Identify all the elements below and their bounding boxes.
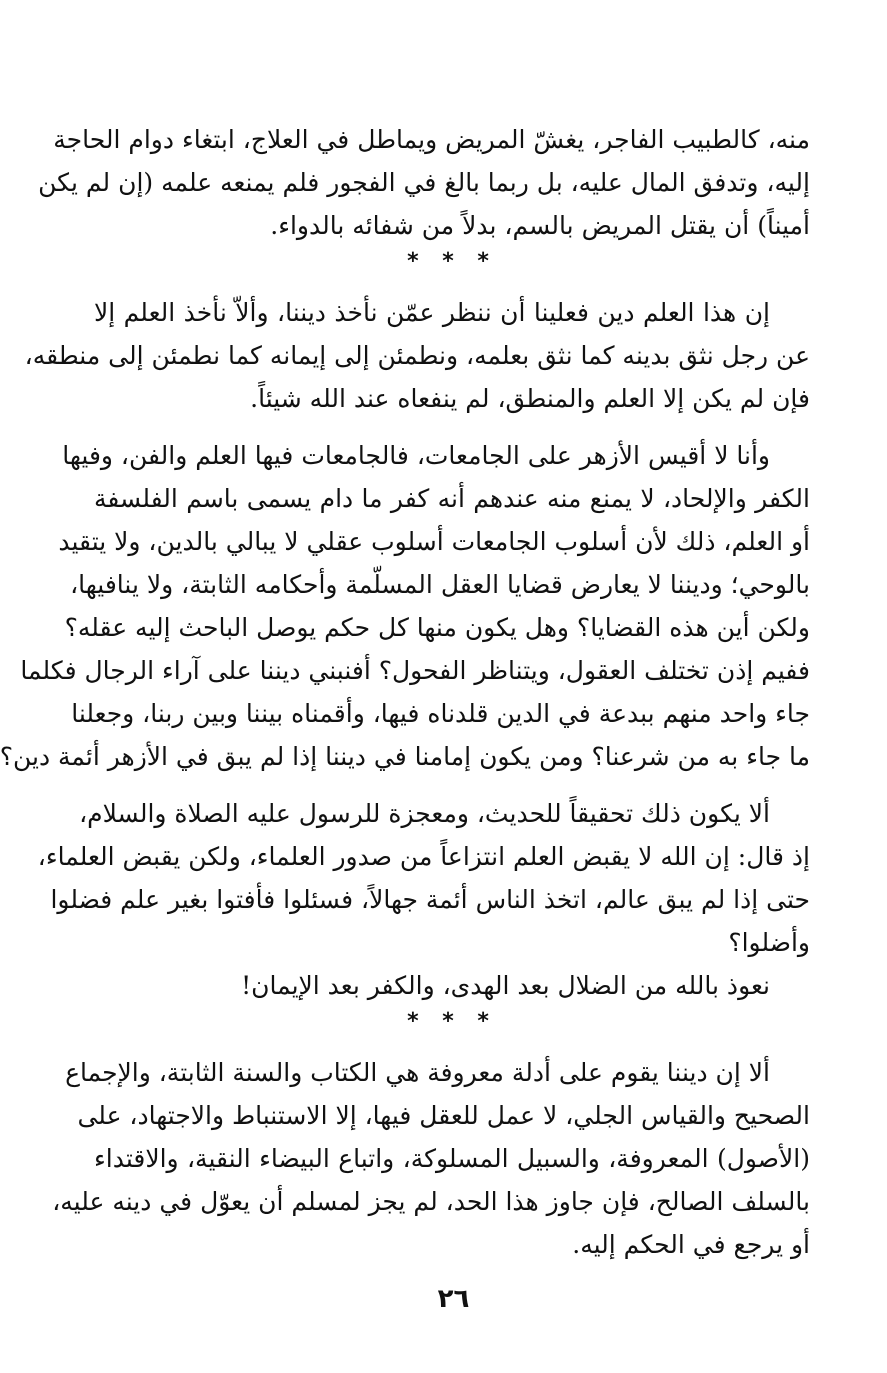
text-line: ففيم إذن تختلف العقول، ويتناظر الفحول؟ أفنبني ديننا على آراء الرجال فكلما — [20, 656, 810, 685]
text-line: إليه، وتدفق المال عليه، بل ربما بالغ في الفجور فلم يمنعه علمه (إن لم يكن — [38, 168, 810, 197]
text-line: إن هذا العلم دين فعلينا أن ننظر عمّن نأخذ ديننا، وألاّ نأخذ العلم إلا — [94, 298, 770, 327]
text-line: بالوحي؛ وديننا لا يعارض قضايا العقل المسلّمة وأحكامه الثابتة، ولا ينافيها، — [70, 570, 810, 599]
section-separator: * * * — [407, 1009, 497, 1034]
text-line: فإن لم يكن إلا العلم والمنطق، لم ينفعاه عند الله شيئاً. — [250, 384, 810, 413]
section-separator: * * * — [407, 249, 497, 274]
text-line: عن رجل نثق بدينه كما نثق بعلمه، ونطمئن إلى إيمانه كما نطمئن إلى منطقه، — [24, 341, 810, 370]
text-line: جاء واحد منهم ببدعة في الدين قلدناه فيها، وأقمناه بيننا وبين ربنا، وجعلنا — [71, 699, 810, 728]
paragraph-2 — [24, 291, 810, 420]
text-line: ولكن أين هذه القضايا؟ وهل يكون منها كل حكم يوصل الباحث إليه عقله؟ — [64, 613, 810, 642]
paragraph-4 — [37, 792, 810, 964]
text-line: وأضلوا؟ — [728, 928, 810, 957]
paragraph-1 — [38, 118, 810, 247]
text-line: أميناً) أن يقتل المريض بالسم، بدلاً من شفائه بالدواء. — [270, 211, 810, 240]
text-line: الكفر والإلحاد، لا يمنع منه عندهم أنه كفر ما دام يسمى باسم الفلسفة — [94, 484, 810, 513]
text-line: حتى إذا لم يبق عالم، اتخذ الناس أئمة جهالاً، فسئلوا فأفتوا بغير علم فضلوا — [50, 885, 810, 914]
text-line: ما جاء به من شرعنا؟ ومن يكون إمامنا في ديننا إذا لم يبق في الأزهر أئمة دين؟ — [0, 742, 810, 771]
text-line: الصحيح والقياس الجلي، لا عمل للعقل فيها، إلا الاستنباط والاجتهاد، على — [77, 1101, 810, 1130]
text-line: بالسلف الصالح، فإن جاوز هذا الحد، لم يجز لمسلم أن يعوّل في دينه عليه، — [52, 1187, 810, 1216]
text-line: أو العلم، ذلك لأن أسلوب الجامعات أسلوب عقلي لا يبالي بالدين، ولا يتقيد — [58, 527, 810, 556]
text-line: أو يرجع في الحكم إليه. — [572, 1230, 810, 1259]
text-line: ألا يكون ذلك تحقيقاً للحديث، ومعجزة للرسول عليه الصلاة والسلام، — [79, 799, 770, 828]
paragraph-5 — [94, 964, 810, 1007]
page-number: ٢٦ — [437, 1284, 470, 1314]
text-line: ألا إن ديننا يقوم على أدلة معروفة هي الكتاب والسنة الثابتة، والإجماع — [65, 1058, 770, 1087]
paragraph-6 — [52, 1051, 810, 1266]
text-line: منه، كالطبيب الفاجر، يغشّ المريض ويماطل في العلاج، ابتغاء دوام الحاجة — [53, 125, 810, 154]
text-line: وأنا لا أقيس الأزهر على الجامعات، فالجامعات فيها العلم والفن، وفيها — [62, 441, 770, 470]
text-line: نعوذ بالله من الضلال بعد الهدى، والكفر بعد الإيمان! — [241, 971, 770, 1000]
paragraph-3 — [0, 434, 810, 778]
page-body — [0, 118, 810, 1266]
text-line: إذ قال: إن الله لا يقبض العلم انتزاعاً من صدور العلماء، ولكن يقبض العلماء، — [37, 842, 810, 871]
text-line: (الأصول) المعروفة، والسبيل المسلوكة، واتباع البيضاء النقية، والاقتداء — [94, 1144, 810, 1173]
